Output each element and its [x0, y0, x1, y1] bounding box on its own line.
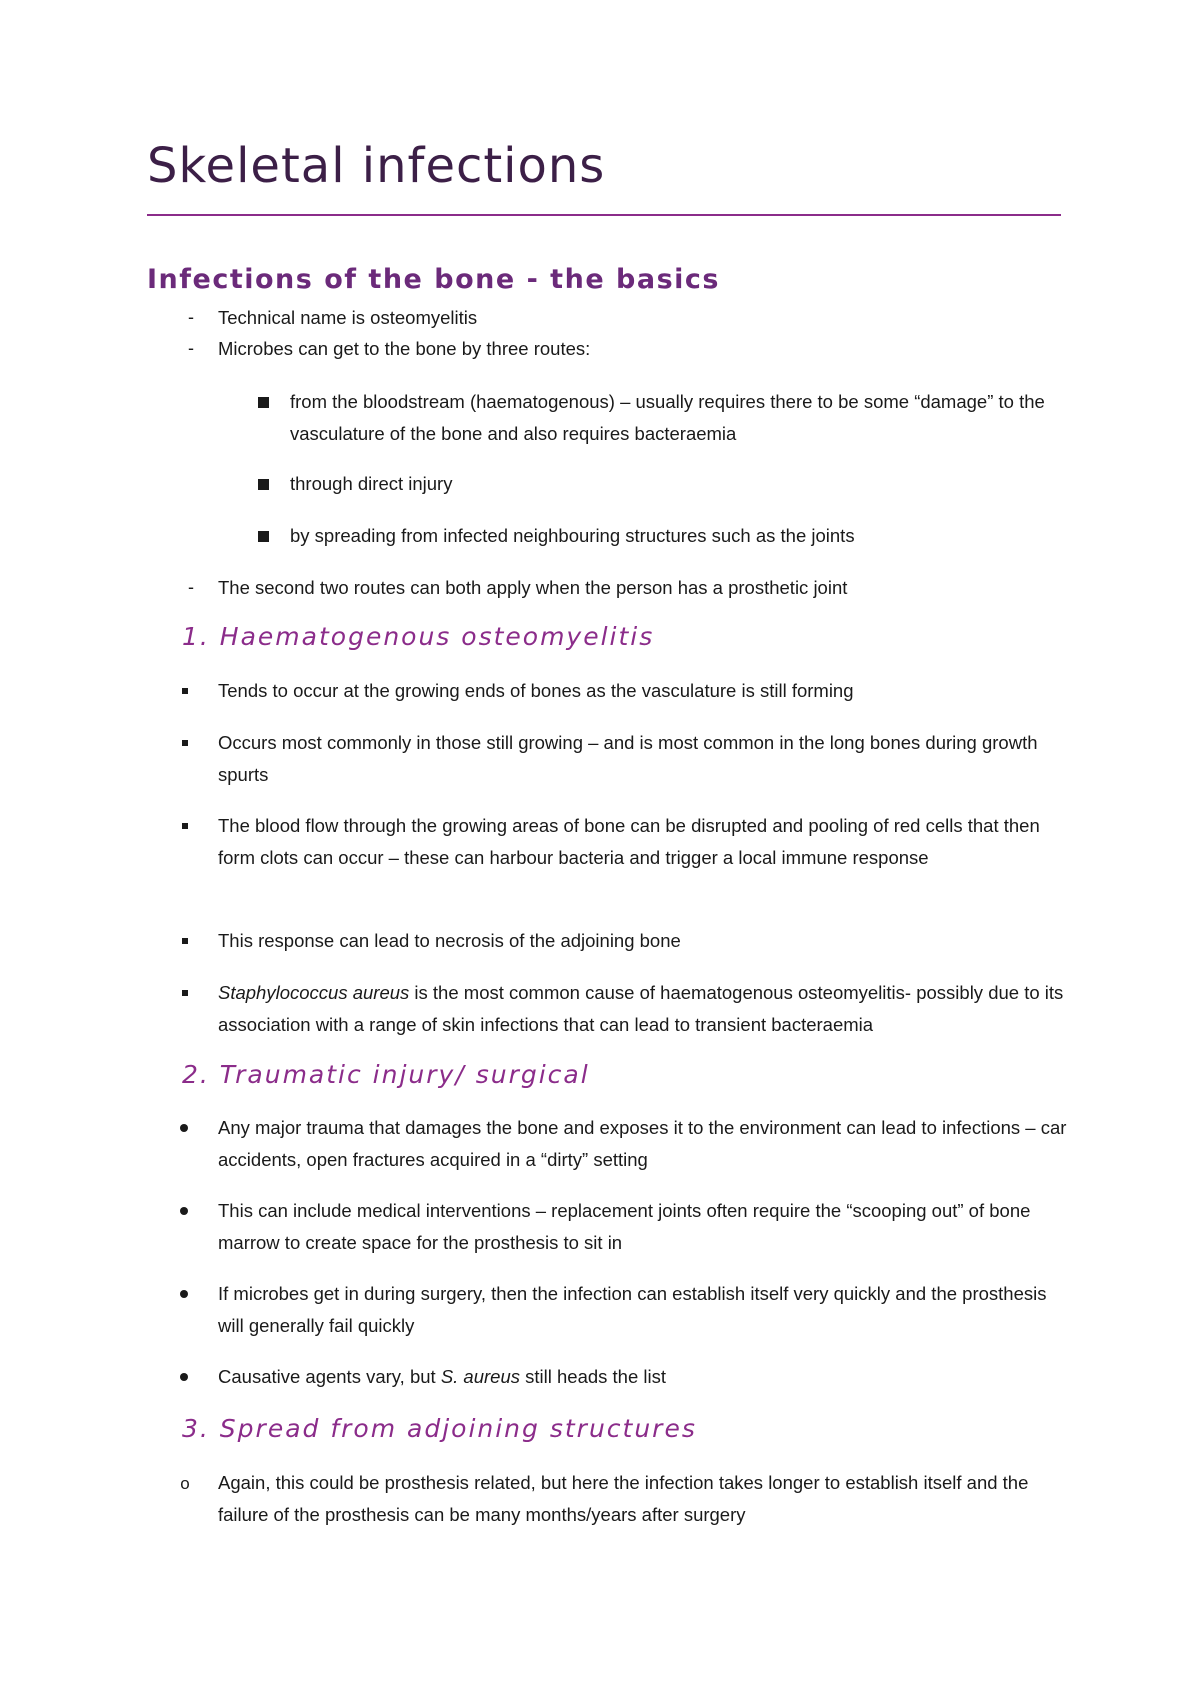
small-square-bullet-icon: [182, 990, 188, 996]
small-square-bullet-icon: [182, 938, 188, 944]
dash-bullet-icon: -: [188, 337, 194, 358]
list-item: - Technical name is osteomyelitis: [218, 302, 1068, 334]
round-bullet-icon: [180, 1207, 188, 1215]
section-heading-traumatic: 2. Traumatic injury/ surgical: [182, 1060, 590, 1089]
list-item: - The second two routes can both apply when the person has a prosthetic joint: [218, 572, 1068, 604]
list-item-route: through direct injury: [290, 468, 1050, 500]
round-bullet-icon: [180, 1373, 188, 1381]
circle-bullet-icon: o: [180, 1473, 190, 1493]
section-heading-basics: Infections of the bone - the basics: [147, 264, 720, 295]
list-item: - Microbes can get to the bone by three routes:: [218, 333, 1068, 365]
list-item-route: from the bloodstream (haematogenous) – usually requires there to be some “damage” to the vasculature of the bone and also requires bacteraemia: [290, 386, 1050, 449]
small-square-bullet-icon: [182, 740, 188, 746]
small-square-bullet-icon: [182, 688, 188, 694]
section-heading-haematogenous: 1. Haematogenous osteomyelitis: [182, 622, 655, 651]
round-bullet-icon: [180, 1124, 188, 1132]
dash-bullet-icon: -: [188, 576, 194, 597]
list-item: If microbes get in during surgery, then the infection can establish itself very quickly and the prosthesis will generally fail quickly: [218, 1278, 1068, 1341]
title-underline: [147, 214, 1061, 216]
page-title: Skeletal infections: [147, 138, 606, 194]
list-item: Staphylococcus aureus is the most common cause of haematogenous osteomyelitis- possibly due to its association with a range of skin infections that can lead to transient bacteraemia: [218, 977, 1068, 1040]
dash-bullet-icon: -: [188, 306, 194, 327]
square-bullet-icon: [258, 531, 269, 542]
list-item: Tends to occur at the growing ends of bones as the vasculature is still forming: [218, 675, 1068, 707]
list-item: o Again, this could be prosthesis related, but here the infection takes longer to establish itself and the failure of the prosthesis can be many months/years after surgery: [218, 1467, 1068, 1530]
list-item: Causative agents vary, but S. aureus still heads the list: [218, 1361, 1068, 1393]
section-heading-spread: 3. Spread from adjoining structures: [182, 1414, 697, 1443]
square-bullet-icon: [258, 479, 269, 490]
square-bullet-icon: [258, 397, 269, 408]
list-item: This response can lead to necrosis of the adjoining bone: [218, 925, 1068, 957]
list-item: Occurs most commonly in those still growing – and is most common in the long bones during growth spurts: [218, 727, 1068, 790]
list-item-route: by spreading from infected neighbouring structures such as the joints: [290, 520, 1050, 552]
list-item: This can include medical interventions – replacement joints often require the “scooping out” of bone marrow to create space for the prosthesis to sit in: [218, 1195, 1068, 1258]
list-item: Any major trauma that damages the bone and exposes it to the environment can lead to infections – car accidents, open fractures acquired in a “dirty” setting: [218, 1112, 1068, 1175]
round-bullet-icon: [180, 1290, 188, 1298]
small-square-bullet-icon: [182, 823, 188, 829]
list-item: The blood flow through the growing areas of bone can be disrupted and pooling of red cells that then form clots can occur – these can harbour bacteria and trigger a local immune response: [218, 810, 1068, 873]
